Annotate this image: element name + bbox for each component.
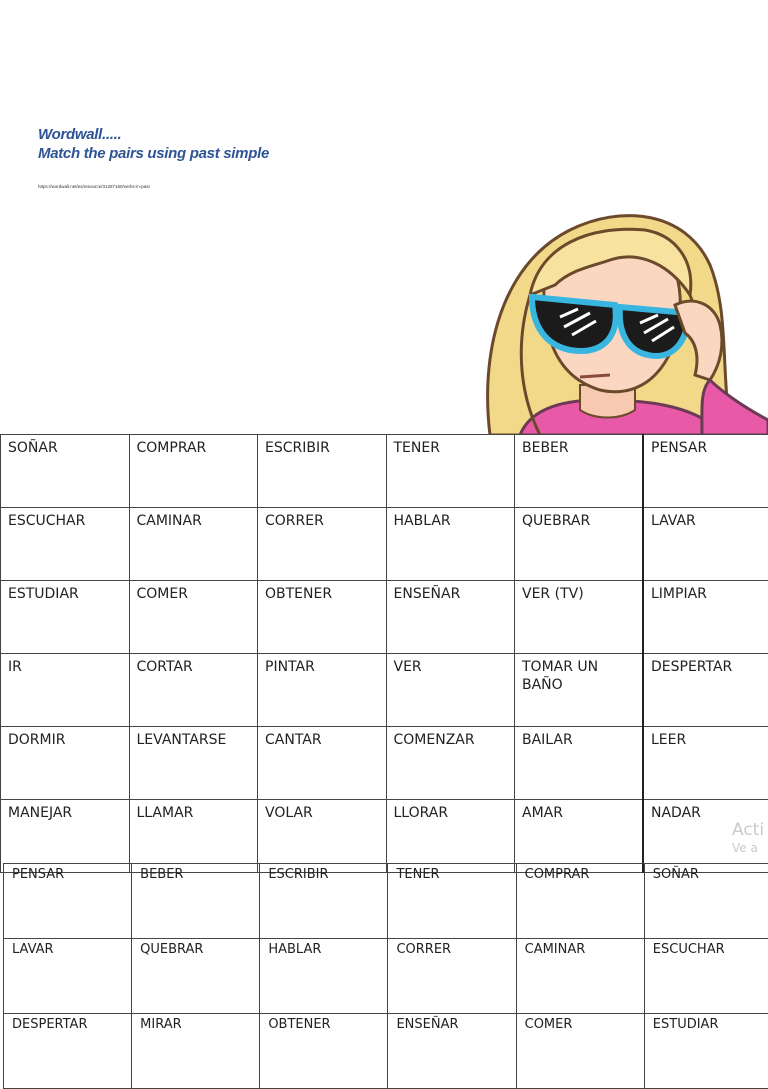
verb-cell: TOMAR UN BAÑO: [515, 654, 644, 727]
verb-cell: COMPRAR: [129, 435, 258, 508]
verb-cell: VER: [386, 654, 515, 727]
worksheet-heading: [38, 125, 269, 163]
worksheet-title: Wordwall.....: [38, 125, 269, 144]
verb-cell: ESCUCHAR: [1, 508, 130, 581]
worksheet-instructions: Match the pairs using past simple: [38, 144, 269, 163]
verb-cell: LEER: [643, 727, 768, 800]
verb-cell: PINTAR: [258, 654, 387, 727]
verb-cell: BAILAR: [515, 727, 644, 800]
verb-cell: TENER: [388, 864, 516, 939]
table-row: [1, 654, 768, 727]
verb-cell: LIMPIAR: [643, 581, 768, 654]
verb-cell: ESCUCHAR: [644, 939, 768, 1014]
verb-cell: AMAR: [515, 800, 644, 873]
verb-cell: HABLAR: [260, 939, 388, 1014]
verb-cell: LEVANTARSE: [129, 727, 258, 800]
verb-cell: ESCRIBIR: [258, 435, 387, 508]
verb-cell: DESPERTAR: [4, 1014, 132, 1089]
verb-cell: LAVAR: [4, 939, 132, 1014]
verb-cell: CORRER: [388, 939, 516, 1014]
verb-cell: TENER: [386, 435, 515, 508]
verb-cell: CANTAR: [258, 727, 387, 800]
verb-cell: QUEBRAR: [515, 508, 644, 581]
verb-cell: ESTUDIAR: [644, 1014, 768, 1089]
verb-cell: PENSAR: [643, 435, 768, 508]
verb-cell: BEBER: [132, 864, 260, 939]
verb-cell: ESCRIBIR: [260, 864, 388, 939]
verb-cell: COMER: [129, 581, 258, 654]
verb-cell: PENSAR: [4, 864, 132, 939]
table-row: [1, 508, 768, 581]
verb-cell: LLORAR: [386, 800, 515, 873]
verb-cell: OBTENER: [258, 581, 387, 654]
verb-cell: ENSEÑAR: [388, 1014, 516, 1089]
verb-cell: ENSEÑAR: [386, 581, 515, 654]
spanish-verbs-table: [0, 434, 768, 873]
verb-cell: VER (TV): [515, 581, 644, 654]
verb-cell: CORRER: [258, 508, 387, 581]
resource-url[interactable]: https://wordwall.net/es/resource/31287160/verbs-in-past: [38, 184, 150, 189]
table-row: [4, 939, 768, 1014]
verb-cell: ESTUDIAR: [1, 581, 130, 654]
verb-cell: SOÑAR: [1, 435, 130, 508]
table-row: [1, 581, 768, 654]
verb-cell: CAMINAR: [129, 508, 258, 581]
verb-cell: NADAR: [643, 800, 768, 873]
verb-cell: MIRAR: [132, 1014, 260, 1089]
table-row: [1, 800, 768, 873]
verb-cell: LLAMAR: [129, 800, 258, 873]
table-row: [1, 727, 768, 800]
verb-cell: VOLAR: [258, 800, 387, 873]
girl-with-sunglasses-illustration: [470, 205, 768, 435]
table-row: [4, 864, 768, 939]
avatar-illustration-icon: [470, 205, 768, 435]
verb-cell: COMER: [516, 1014, 644, 1089]
verb-cell: CAMINAR: [516, 939, 644, 1014]
verb-cell: LAVAR: [643, 508, 768, 581]
verb-cell: DESPERTAR: [643, 654, 768, 727]
verb-cell: SOÑAR: [644, 864, 768, 939]
watermark-line-1: Acti: [732, 822, 764, 839]
spanish-verbs-table-reordered: [3, 863, 768, 1089]
verb-cell: HABLAR: [386, 508, 515, 581]
verb-cell: COMENZAR: [386, 727, 515, 800]
watermark-line-2: Ve a: [732, 842, 764, 854]
verb-cell: OBTENER: [260, 1014, 388, 1089]
table-row: [1, 435, 768, 508]
verb-cell: BEBER: [515, 435, 644, 508]
verb-cell: COMPRAR: [516, 864, 644, 939]
verb-cell: CORTAR: [129, 654, 258, 727]
verb-cell: QUEBRAR: [132, 939, 260, 1014]
verb-cell: DORMIR: [1, 727, 130, 800]
verb-cell: MANEJAR: [1, 800, 130, 873]
table-row: [4, 1014, 768, 1089]
verb-cell: IR: [1, 654, 130, 727]
activate-windows-watermark: [732, 822, 764, 854]
